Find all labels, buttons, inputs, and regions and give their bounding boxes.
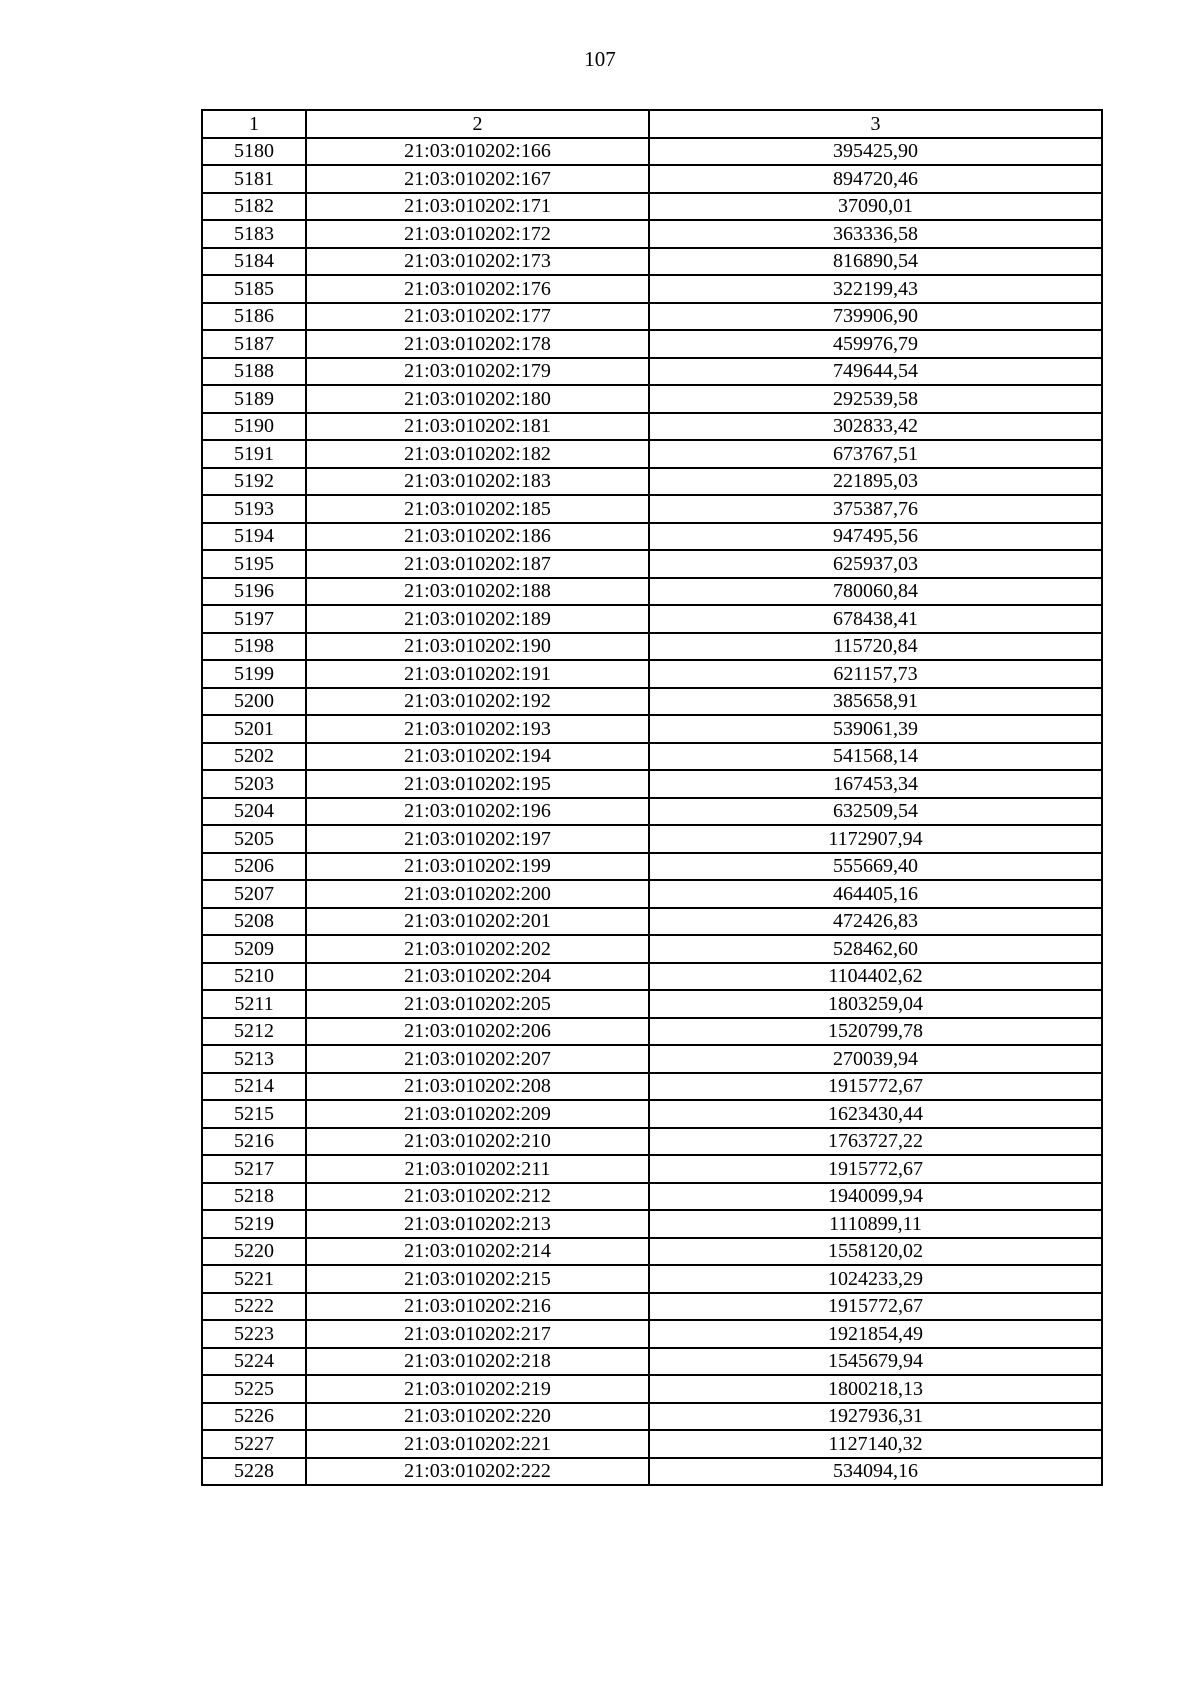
cadastral-value-cell: 1104402,62 (649, 963, 1102, 991)
table-row (202, 193, 1102, 221)
cadastral-number-cell: 21:03:010202:208 (306, 1073, 649, 1101)
cadastral-value-cell: 1545679,94 (649, 1348, 1102, 1376)
cadastral-value-cell: 1915772,67 (649, 1155, 1102, 1183)
cadastral-value-cell: 541568,14 (649, 743, 1102, 771)
cadastral-number-cell: 21:03:010202:205 (306, 990, 649, 1018)
table-row (202, 1018, 1102, 1046)
row-number-cell: 5195 (202, 550, 306, 578)
cadastral-value-cell: 1940099,94 (649, 1183, 1102, 1211)
cadastral-number-cell: 21:03:010202:185 (306, 495, 649, 523)
cadastral-value-cell: 375387,76 (649, 495, 1102, 523)
column-header-3: 3 (649, 110, 1102, 138)
cadastral-value-cell: 464405,16 (649, 880, 1102, 908)
cadastral-number-cell: 21:03:010202:196 (306, 798, 649, 826)
row-number-cell: 5206 (202, 853, 306, 881)
table-row (202, 495, 1102, 523)
cadastral-value-cell: 459976,79 (649, 330, 1102, 358)
table-body (202, 110, 1102, 1485)
cadastral-value-table (201, 109, 1103, 1486)
table-row (202, 275, 1102, 303)
row-number-cell: 5186 (202, 303, 306, 331)
table-row (202, 578, 1102, 606)
cadastral-value-cell: 395425,90 (649, 138, 1102, 166)
row-number-cell: 5185 (202, 275, 306, 303)
table-row (202, 633, 1102, 661)
cadastral-value-cell: 621157,73 (649, 660, 1102, 688)
cadastral-number-cell: 21:03:010202:216 (306, 1293, 649, 1321)
row-number-cell: 5183 (202, 220, 306, 248)
cadastral-value-cell: 739906,90 (649, 303, 1102, 331)
cadastral-number-cell: 21:03:010202:217 (306, 1320, 649, 1348)
column-header-2: 2 (306, 110, 649, 138)
cadastral-number-cell: 21:03:010202:178 (306, 330, 649, 358)
cadastral-number-cell: 21:03:010202:221 (306, 1430, 649, 1458)
cadastral-value-cell: 534094,16 (649, 1458, 1102, 1486)
row-number-cell: 5219 (202, 1210, 306, 1238)
row-number-cell: 5193 (202, 495, 306, 523)
table-row (202, 1155, 1102, 1183)
cadastral-value-cell: 1172907,94 (649, 825, 1102, 853)
cadastral-number-cell: 21:03:010202:166 (306, 138, 649, 166)
cadastral-value-cell: 1763727,22 (649, 1128, 1102, 1156)
table-row (202, 1265, 1102, 1293)
cadastral-number-cell: 21:03:010202:193 (306, 715, 649, 743)
table-row (202, 1238, 1102, 1266)
cadastral-number-cell: 21:03:010202:176 (306, 275, 649, 303)
row-number-cell: 5181 (202, 165, 306, 193)
cadastral-value-cell: 894720,46 (649, 165, 1102, 193)
cadastral-number-cell: 21:03:010202:190 (306, 633, 649, 661)
table-row (202, 303, 1102, 331)
row-number-cell: 5225 (202, 1375, 306, 1403)
table-header-row (202, 110, 1102, 138)
cadastral-number-cell: 21:03:010202:171 (306, 193, 649, 221)
table-row (202, 1430, 1102, 1458)
row-number-cell: 5189 (202, 385, 306, 413)
row-number-cell: 5180 (202, 138, 306, 166)
cadastral-value-cell: 1558120,02 (649, 1238, 1102, 1266)
row-number-cell: 5208 (202, 908, 306, 936)
cadastral-number-cell: 21:03:010202:195 (306, 770, 649, 798)
table-row (202, 1073, 1102, 1101)
cadastral-value-cell: 221895,03 (649, 468, 1102, 496)
cadastral-number-cell: 21:03:010202:180 (306, 385, 649, 413)
table-row (202, 908, 1102, 936)
table-row (202, 248, 1102, 276)
row-number-cell: 5188 (202, 358, 306, 386)
cadastral-value-cell: 1800218,13 (649, 1375, 1102, 1403)
cadastral-number-cell: 21:03:010202:181 (306, 413, 649, 441)
row-number-cell: 5192 (202, 468, 306, 496)
cadastral-value-cell: 37090,01 (649, 193, 1102, 221)
row-number-cell: 5202 (202, 743, 306, 771)
cadastral-number-cell: 21:03:010202:191 (306, 660, 649, 688)
cadastral-number-cell: 21:03:010202:199 (306, 853, 649, 881)
row-number-cell: 5190 (202, 413, 306, 441)
cadastral-number-cell: 21:03:010202:179 (306, 358, 649, 386)
table-row (202, 1100, 1102, 1128)
row-number-cell: 5182 (202, 193, 306, 221)
table-row (202, 743, 1102, 771)
cadastral-number-cell: 21:03:010202:192 (306, 688, 649, 716)
row-number-cell: 5213 (202, 1045, 306, 1073)
table-row (202, 1183, 1102, 1211)
row-number-cell: 5216 (202, 1128, 306, 1156)
cadastral-value-cell: 167453,34 (649, 770, 1102, 798)
table-row (202, 1045, 1102, 1073)
cadastral-value-cell: 322199,43 (649, 275, 1102, 303)
row-number-cell: 5199 (202, 660, 306, 688)
cadastral-value-cell: 947495,56 (649, 523, 1102, 551)
cadastral-value-cell: 749644,54 (649, 358, 1102, 386)
row-number-cell: 5205 (202, 825, 306, 853)
cadastral-number-cell: 21:03:010202:173 (306, 248, 649, 276)
row-number-cell: 5218 (202, 1183, 306, 1211)
cadastral-value-cell: 625937,03 (649, 550, 1102, 578)
row-number-cell: 5196 (202, 578, 306, 606)
cadastral-number-cell: 21:03:010202:200 (306, 880, 649, 908)
table-row (202, 880, 1102, 908)
cadastral-number-cell: 21:03:010202:194 (306, 743, 649, 771)
cadastral-value-cell: 1915772,67 (649, 1293, 1102, 1321)
table-row (202, 1458, 1102, 1486)
table-row (202, 1320, 1102, 1348)
cadastral-number-cell: 21:03:010202:219 (306, 1375, 649, 1403)
cadastral-number-cell: 21:03:010202:209 (306, 1100, 649, 1128)
row-number-cell: 5222 (202, 1293, 306, 1321)
cadastral-number-cell: 21:03:010202:206 (306, 1018, 649, 1046)
table-row (202, 1210, 1102, 1238)
row-number-cell: 5210 (202, 963, 306, 991)
table-row (202, 798, 1102, 826)
cadastral-value-cell: 528462,60 (649, 935, 1102, 963)
cadastral-value-cell: 1110899,11 (649, 1210, 1102, 1238)
cadastral-value-cell: 385658,91 (649, 688, 1102, 716)
row-number-cell: 5214 (202, 1073, 306, 1101)
row-number-cell: 5211 (202, 990, 306, 1018)
cadastral-value-cell: 292539,58 (649, 385, 1102, 413)
cadastral-number-cell: 21:03:010202:211 (306, 1155, 649, 1183)
cadastral-value-cell: 632509,54 (649, 798, 1102, 826)
cadastral-value-cell: 1127140,32 (649, 1430, 1102, 1458)
cadastral-number-cell: 21:03:010202:204 (306, 963, 649, 991)
table-row (202, 468, 1102, 496)
table-row (202, 715, 1102, 743)
cadastral-value-cell: 780060,84 (649, 578, 1102, 606)
cadastral-number-cell: 21:03:010202:214 (306, 1238, 649, 1266)
cadastral-value-cell: 1921854,49 (649, 1320, 1102, 1348)
cadastral-number-cell: 21:03:010202:167 (306, 165, 649, 193)
table-row (202, 660, 1102, 688)
row-number-cell: 5228 (202, 1458, 306, 1486)
row-number-cell: 5203 (202, 770, 306, 798)
cadastral-number-cell: 21:03:010202:215 (306, 1265, 649, 1293)
table-row (202, 963, 1102, 991)
table-row (202, 1128, 1102, 1156)
table-row (202, 330, 1102, 358)
row-number-cell: 5184 (202, 248, 306, 276)
cadastral-value-cell: 1803259,04 (649, 990, 1102, 1018)
row-number-cell: 5224 (202, 1348, 306, 1376)
cadastral-number-cell: 21:03:010202:210 (306, 1128, 649, 1156)
cadastral-value-cell: 1915772,67 (649, 1073, 1102, 1101)
column-header-1: 1 (202, 110, 306, 138)
cadastral-value-cell: 472426,83 (649, 908, 1102, 936)
table-row (202, 385, 1102, 413)
row-number-cell: 5198 (202, 633, 306, 661)
table-row (202, 688, 1102, 716)
table-row (202, 165, 1102, 193)
cadastral-number-cell: 21:03:010202:213 (306, 1210, 649, 1238)
row-number-cell: 5194 (202, 523, 306, 551)
cadastral-value-cell: 270039,94 (649, 1045, 1102, 1073)
cadastral-number-cell: 21:03:010202:187 (306, 550, 649, 578)
cadastral-value-cell: 302833,42 (649, 413, 1102, 441)
cadastral-value-cell: 816890,54 (649, 248, 1102, 276)
table-row (202, 1293, 1102, 1321)
row-number-cell: 5200 (202, 688, 306, 716)
row-number-cell: 5201 (202, 715, 306, 743)
cadastral-value-cell: 673767,51 (649, 440, 1102, 468)
row-number-cell: 5217 (202, 1155, 306, 1183)
row-number-cell: 5215 (202, 1100, 306, 1128)
cadastral-number-cell: 21:03:010202:188 (306, 578, 649, 606)
row-number-cell: 5221 (202, 1265, 306, 1293)
cadastral-value-cell: 539061,39 (649, 715, 1102, 743)
row-number-cell: 5223 (202, 1320, 306, 1348)
row-number-cell: 5227 (202, 1430, 306, 1458)
cadastral-value-cell: 1623430,44 (649, 1100, 1102, 1128)
table-row (202, 770, 1102, 798)
table-row (202, 220, 1102, 248)
row-number-cell: 5209 (202, 935, 306, 963)
row-number-cell: 5197 (202, 605, 306, 633)
table-row (202, 413, 1102, 441)
cadastral-number-cell: 21:03:010202:202 (306, 935, 649, 963)
cadastral-value-cell: 1024233,29 (649, 1265, 1102, 1293)
cadastral-number-cell: 21:03:010202:222 (306, 1458, 649, 1486)
row-number-cell: 5207 (202, 880, 306, 908)
table-row (202, 550, 1102, 578)
cadastral-number-cell: 21:03:010202:177 (306, 303, 649, 331)
table-row (202, 935, 1102, 963)
table-row (202, 1375, 1102, 1403)
cadastral-value-cell: 363336,58 (649, 220, 1102, 248)
cadastral-value-cell: 1927936,31 (649, 1403, 1102, 1431)
table-row (202, 825, 1102, 853)
table-row (202, 523, 1102, 551)
cadastral-value-cell: 555669,40 (649, 853, 1102, 881)
cadastral-number-cell: 21:03:010202:197 (306, 825, 649, 853)
table-row (202, 440, 1102, 468)
page-number: 107 (584, 47, 616, 71)
cadastral-number-cell: 21:03:010202:183 (306, 468, 649, 496)
cadastral-number-cell: 21:03:010202:220 (306, 1403, 649, 1431)
cadastral-number-cell: 21:03:010202:201 (306, 908, 649, 936)
cadastral-number-cell: 21:03:010202:172 (306, 220, 649, 248)
cadastral-number-cell: 21:03:010202:182 (306, 440, 649, 468)
cadastral-number-cell: 21:03:010202:207 (306, 1045, 649, 1073)
cadastral-value-cell: 678438,41 (649, 605, 1102, 633)
table-row (202, 853, 1102, 881)
table-row (202, 138, 1102, 166)
table-row (202, 358, 1102, 386)
row-number-cell: 5220 (202, 1238, 306, 1266)
row-number-cell: 5212 (202, 1018, 306, 1046)
table-row (202, 1348, 1102, 1376)
cadastral-number-cell: 21:03:010202:186 (306, 523, 649, 551)
table-row (202, 990, 1102, 1018)
table-row (202, 1403, 1102, 1431)
cadastral-value-cell: 115720,84 (649, 633, 1102, 661)
row-number-cell: 5226 (202, 1403, 306, 1431)
table-row (202, 605, 1102, 633)
cadastral-number-cell: 21:03:010202:218 (306, 1348, 649, 1376)
cadastral-number-cell: 21:03:010202:212 (306, 1183, 649, 1211)
cadastral-number-cell: 21:03:010202:189 (306, 605, 649, 633)
row-number-cell: 5204 (202, 798, 306, 826)
row-number-cell: 5187 (202, 330, 306, 358)
cadastral-value-cell: 1520799,78 (649, 1018, 1102, 1046)
row-number-cell: 5191 (202, 440, 306, 468)
